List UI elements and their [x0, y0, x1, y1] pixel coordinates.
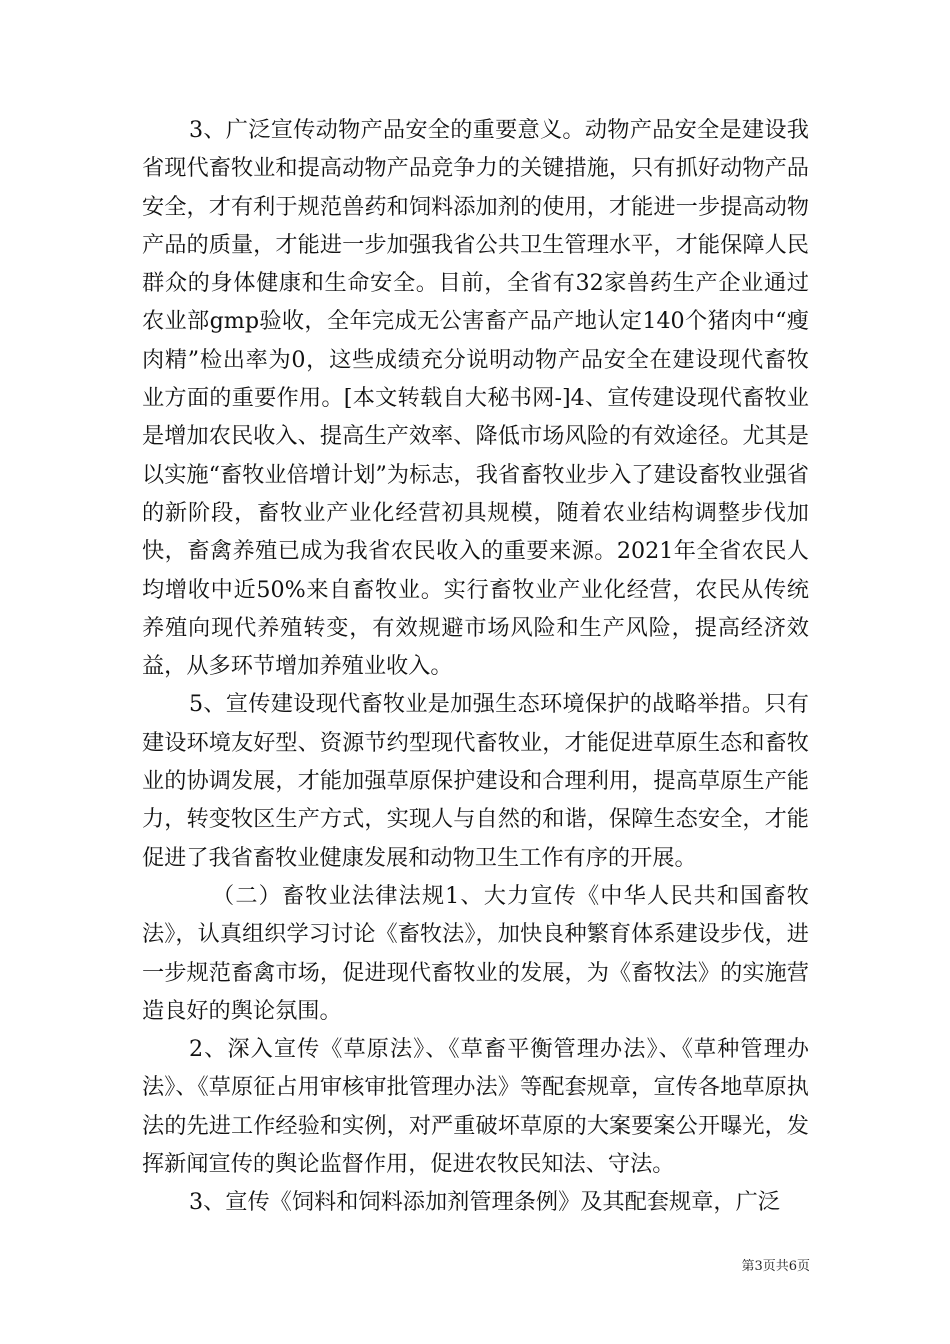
paragraph-5: 3、宣传《饲料和饲料添加剂管理条例》及其配套规章，广泛 [189, 1189, 780, 1216]
paragraph-4: 2、深入宣传《草原法》、《草畜平衡管理办法》、《草种管理办法》、《草原征占用审核审批管理办法》等配套规章，宣传各地草原执法的先进工作经验和实例，对严重破坏草原的大案要案公开曝光，发挥新闻宣传的舆论监督作用，促进农牧民知法、守法。 [142, 1036, 809, 1178]
paragraph-2: 5、宣传建设现代畜牧业是加强生态环境保护的战略举措。只有建设环境友好型、资源节约型现代畜牧业，才能促进草原生态和畜牧业的协调发展，才能加强草原保护建设和合理利用，提高草原生产能力，转变牧区生产方式，实现人与自然的和谐，保障生态安全，才能促进了我省畜牧业健康发展和动物卫生工作有序的开展。 [142, 691, 809, 871]
paragraph-3: （二）畜牧业法律法规1、大力宣传《中华人民共和国畜牧法》，认真组织学习讨论《畜牧法》，加快良种繁育体系建设步伐，进一步规范畜禽市场，促进现代畜牧业的发展，为《畜牧法》的实施营造良好的舆论氛围。 [142, 882, 809, 1024]
page-number-footer: 第3页共6页 [741, 1259, 810, 1274]
document-body [142, 111, 809, 1222]
paragraph-1: 3、广泛宣传动物产品安全的重要意义。动物产品安全是建设我省现代畜牧业和提高动物产品竞争力的关键措施，只有抓好动物产品安全，才有利于规范兽药和饲料添加剂的使用，才能进一步提高动物产品的质量，才能进一步加强我省公共卫生管理水平，才能保障人民群众的身体健康和生命安全。目前，全省有32家兽药生产企业通过农业部gmp验收，全年完成无公害畜产品产地认定140个猪肉中“瘦肉精”检出率为0，这些成绩充分说明动物产品安全在建设现代畜牧业方面的重要作用。[本文转载自大秘书网-]4、宣传建设现代畜牧业是增加农民收入、提高生产效率、降低市场风险的有效途径。尤其是以实施“畜牧业倍增计划”为标志，我省畜牧业步入了建设畜牧业强省的新阶段，畜牧业产业化经营初具规模，随着农业结构调整步伐加快，畜禽养殖已成为我省农民收入的重要来源。2021年全省农民人均增收中近50%来自畜牧业。实行畜牧业产业化经营，农民从传统养殖向现代养殖转变，有效规避市场风险和生产风险，提高经济效益，从多环节增加养殖业收入。 [142, 117, 809, 680]
